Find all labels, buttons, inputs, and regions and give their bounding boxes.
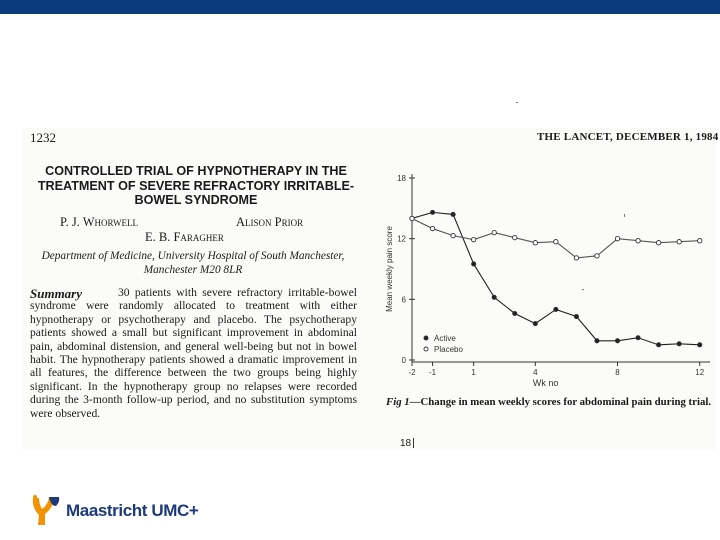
next-axis-tick xyxy=(413,438,414,448)
data-point-placebo xyxy=(595,254,599,258)
data-point-active xyxy=(513,311,517,315)
umc-emblem-icon xyxy=(30,494,62,528)
data-point-placebo xyxy=(451,233,455,237)
x-tick-label: 8 xyxy=(615,368,620,377)
chart-svg xyxy=(364,160,716,388)
data-point-placebo xyxy=(636,238,640,242)
article-title: CONTROLLED TRIAL OF HYPNOTHERAPY IN THE TREATMENT OF SEVERE REFRACTORY IRRITABLE-BOWEL SYNDROME xyxy=(37,164,355,207)
author-prior: Alison Prior xyxy=(236,215,304,229)
data-point-active xyxy=(636,336,640,340)
pain-score-chart xyxy=(364,160,716,388)
legend-label-active: Active xyxy=(434,334,456,343)
author-faragher: E. B. Faragher xyxy=(145,230,224,244)
scan-speck xyxy=(516,102,518,103)
data-point-active xyxy=(554,307,558,311)
summary-heading: Summary xyxy=(30,286,83,301)
journal-header: THE LANCET, DECEMBER 1, 1984 xyxy=(537,131,719,143)
logo-text: Maastricht UMC+ xyxy=(66,501,199,520)
x-tick-label: 12 xyxy=(695,368,705,377)
data-point-active xyxy=(533,322,537,326)
summary-text: 30 patients with severe refractory irritable-bowel syndrome were randomly allocated to treatment with either hypnotherapy or psychotherapy and placebo. The psychotherapy patients showed a small but significant improvement in abdominal pain, abdominal distension, and general well-being but not in bowel habit. The hypnotherapy patients showed a dramatic improvement in all features, the difference between the two groups being highly significant. In the hypnotherapy group no relapses were recorded during the 3-month follow-up period, and no substitution symptoms were observed. xyxy=(30,286,357,420)
legend-marker-placebo xyxy=(424,347,428,351)
data-point-active xyxy=(451,212,455,216)
x-tick-label: 4 xyxy=(533,368,538,377)
data-point-placebo xyxy=(492,230,496,234)
series-line-active xyxy=(412,212,700,344)
legend-marker-active xyxy=(424,336,428,340)
data-point-active xyxy=(698,343,702,347)
data-point-active xyxy=(472,262,476,266)
figure-caption-text: —Change in mean weekly scores for abdominal pain during trial. xyxy=(409,396,712,408)
maastricht-umc-logo[interactable] xyxy=(30,494,198,528)
data-point-active xyxy=(657,343,661,347)
data-point-active xyxy=(677,342,681,346)
data-point-placebo xyxy=(430,226,434,230)
x-tick-label: -2 xyxy=(408,368,416,377)
x-tick-label: -1 xyxy=(428,368,437,377)
data-point-placebo xyxy=(554,240,558,244)
scan-speck xyxy=(582,289,584,290)
data-point-placebo xyxy=(410,216,414,220)
y-axis-label: Mean weekly pain score xyxy=(385,226,394,312)
data-point-placebo xyxy=(615,236,619,240)
affiliation: Department of Medicine, University Hospital of South Manchester, Manchester M20 8LR xyxy=(41,250,345,276)
x-axis-label: Wk no xyxy=(532,378,559,388)
legend-label-placebo: Placebo xyxy=(434,345,463,354)
data-point-active xyxy=(595,339,599,343)
data-point-placebo xyxy=(574,256,578,260)
x-tick-label: 1 xyxy=(471,368,476,377)
data-point-active xyxy=(430,210,434,214)
scan-speck xyxy=(624,214,625,217)
author-whorwell: P. J. Whorwell xyxy=(60,215,138,229)
figure-caption xyxy=(386,396,712,408)
data-point-placebo xyxy=(677,240,681,244)
figure-label: Fig 1 xyxy=(386,396,410,408)
data-point-placebo xyxy=(698,238,702,242)
data-point-active xyxy=(492,295,496,299)
series-line-placebo xyxy=(412,218,700,257)
top-brand-bar xyxy=(0,0,720,14)
data-point-active xyxy=(615,339,619,343)
page-number: 1232 xyxy=(30,130,56,145)
y-tick-label: 18 xyxy=(397,174,406,183)
data-point-placebo xyxy=(533,241,537,245)
data-point-placebo xyxy=(513,235,517,239)
y-tick-label: 0 xyxy=(401,356,406,365)
data-point-placebo xyxy=(471,237,475,241)
data-point-active xyxy=(574,314,578,318)
y-tick-label: 6 xyxy=(401,295,406,305)
y-tick-label: 12 xyxy=(397,234,406,244)
data-point-placebo xyxy=(656,241,660,245)
next-axis-value: 18 xyxy=(400,438,412,449)
next-figure-axis-label xyxy=(400,438,414,449)
